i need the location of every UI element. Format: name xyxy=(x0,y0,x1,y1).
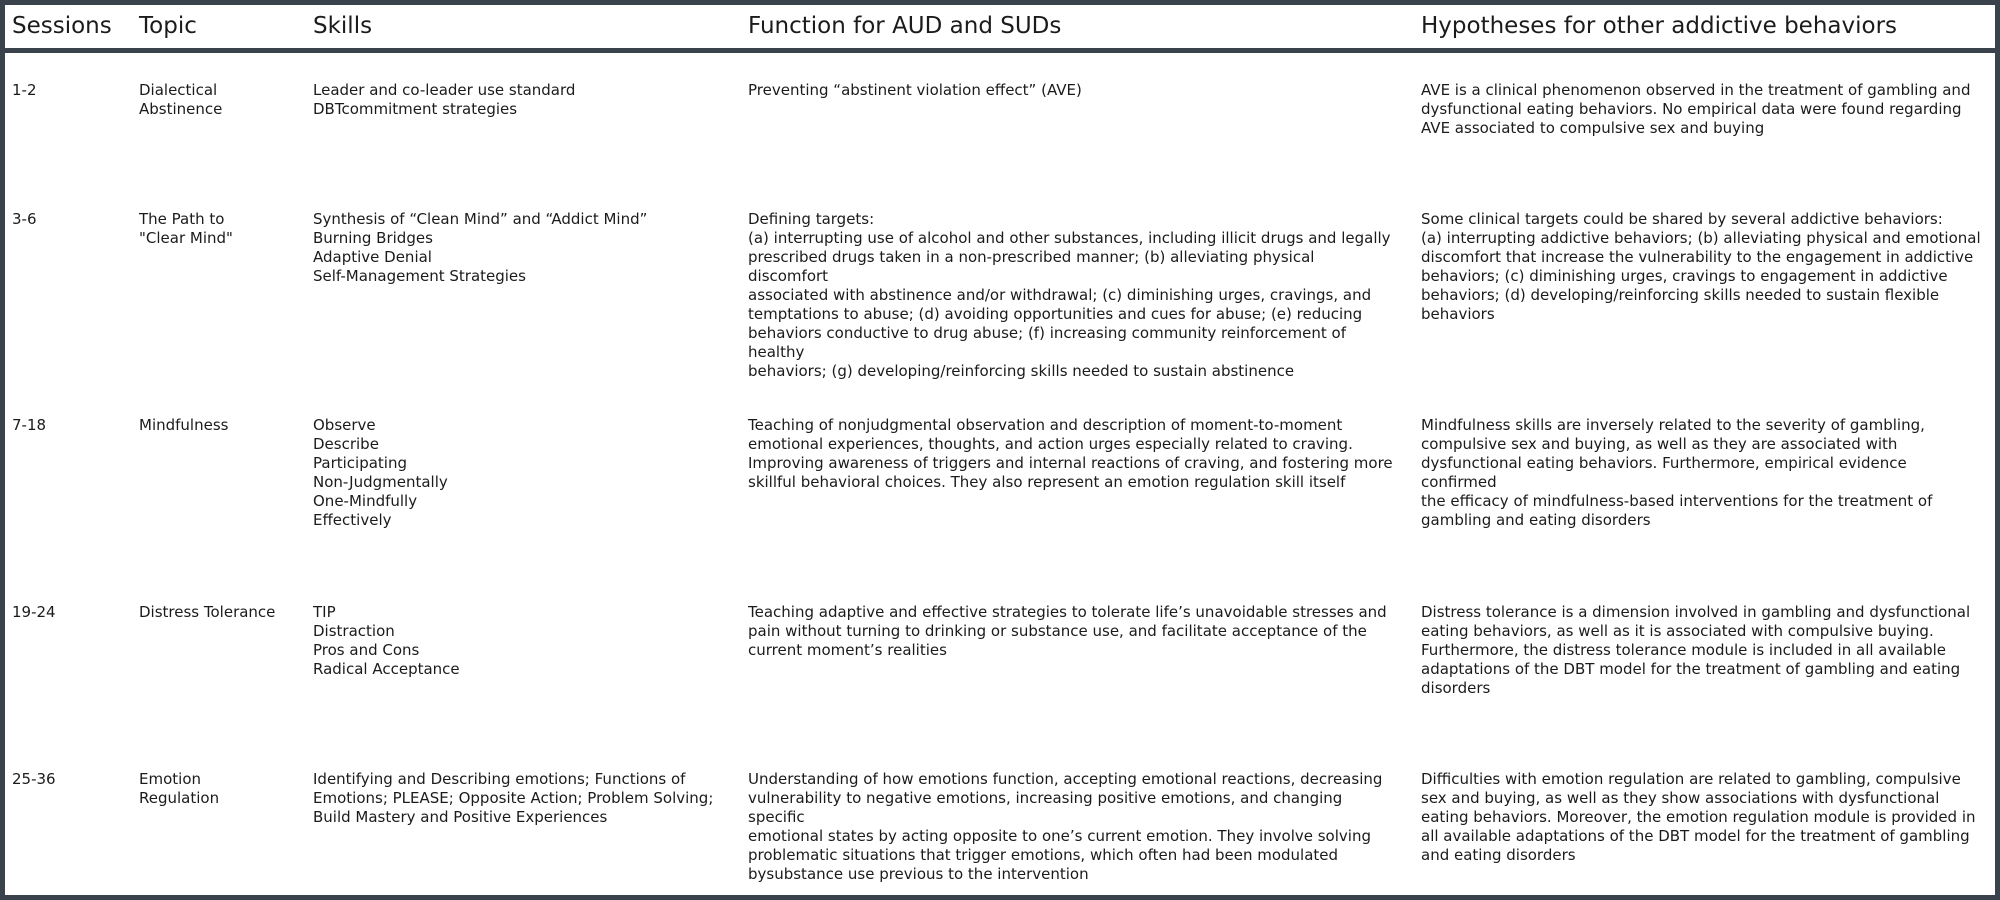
cell-topic: Dialectical Abstinence xyxy=(139,81,223,118)
cell-function: Defining targets: (a) interrupting use of alcohol and other substances, including illicit drugs and legally prescribed drugs taken in a non-prescribed manner; (b) alleviating physical discomfort associated with abstinence and/or withdrawal; (c) diminishing urges, cravings, and temptations to abuse; (d) avoiding opportunities and cues for abuse; (e) reducing behaviors conductive to drug abuse; (f) increasing community reinforcement of healthy behaviors; (g) developing/reinforcing skills needed to sustain abstinence xyxy=(748,210,1391,380)
cell-function: Understanding of how emotions function, accepting emotional reactions, decreasing vulnerability to negative emotions, increasing positive emotions, and changing specific emotional states by acting opposite to one’s current emotion. They involve solving problematic situations that trigger emotions, which often had been modulated bysubstance use previous to the intervention xyxy=(748,770,1383,883)
cell-topic: Distress Tolerance xyxy=(139,603,276,621)
cell-topic: The Path to "Clear Mind" xyxy=(139,210,233,247)
cell-sessions: 7-18 xyxy=(12,416,47,434)
cell-function: Teaching of nonjudgmental observation and description of moment-to-moment emotional experiences, thoughts, and action urges especially related to craving. Improving awareness of triggers and internal reactions of craving, and fostering more skillful behavioral choices. They also represent an emotion regulation skill itself xyxy=(748,416,1393,491)
cell-skills: Leader and co-leader use standard DBTcommitment strategies xyxy=(313,81,576,118)
cell-sessions: 3-6 xyxy=(12,210,37,228)
cell-sessions: 19-24 xyxy=(12,603,56,621)
table-header xyxy=(5,5,1995,53)
cell-function: Preventing “abstinent violation effect” (AVE) xyxy=(748,81,1082,99)
cell-hypotheses: Difficulties with emotion regulation are related to gambling, compulsive sex and buying, as well as they show associations with dysfunctional eating behaviors. Moreover, the emotion regulation module is provided in all available adaptations of the DBT model for the treatment of gambling and eating disorders xyxy=(1421,770,1976,864)
cell-function: Teaching adaptive and effective strategies to tolerate life’s unavoidable stresses and pain without turning to drinking or substance use, and facilitate acceptance of the current moment’s realities xyxy=(748,603,1387,659)
cell-skills: Observe Describe Participating Non-Judgmentally One-Mindfully Effectively xyxy=(313,416,448,529)
header-skills: Skills xyxy=(313,13,373,39)
cell-topic: Mindfulness xyxy=(139,416,229,434)
header-topic: Topic xyxy=(139,13,197,39)
cell-skills: Identifying and Describing emotions; Functions of Emotions; PLEASE; Opposite Action; Problem Solving; Build Mastery and Positive Experiences xyxy=(313,770,714,826)
cell-skills: TIP Distraction Pros and Cons Radical Acceptance xyxy=(313,603,460,678)
cell-sessions: 25-36 xyxy=(12,770,56,788)
header-function: Function for AUD and SUDs xyxy=(748,13,1062,39)
cell-hypotheses: Some clinical targets could be shared by several addictive behaviors: (a) interrupting addictive behaviors; (b) alleviating physical and emotional discomfort that increase the vulnerability to the engagement in addictive behaviors; (c) diminishing urges, cravings to engagement in addictive behaviors; (d) developing/reinforcing skills needed to sustain flexible behaviors xyxy=(1421,210,1981,323)
cell-sessions: 1-2 xyxy=(12,81,37,99)
cell-hypotheses: Mindfulness skills are inversely related to the severity of gambling, compulsive sex and buying, as well as they are associated with dysfunctional eating behaviors. Furthermore, empirical evidence confirmed the efficacy of mindfulness-based interventions for the treatment of gambling and eating disorders xyxy=(1421,416,1933,529)
cell-hypotheses: AVE is a clinical phenomenon observed in the treatment of gambling and dysfunctional eating behaviors. No empirical data were found regarding AVE associated to compulsive sex and buying xyxy=(1421,81,1971,137)
header-hypotheses: Hypotheses for other addictive behaviors xyxy=(1421,13,1898,39)
cell-hypotheses: Distress tolerance is a dimension involved in gambling and dysfunctional eating behaviors, as well as it is associated with compulsive buying. Furthermore, the distress tolerance module is included in all available adaptations of the DBT model for the treatment of gambling and eating disorders xyxy=(1421,603,1971,697)
header-sessions: Sessions xyxy=(12,13,112,39)
cell-skills: Synthesis of “Clean Mind” and “Addict Mind” Burning Bridges Adaptive Denial Self-Management Strategies xyxy=(313,210,648,285)
cell-topic: Emotion Regulation xyxy=(139,770,220,807)
